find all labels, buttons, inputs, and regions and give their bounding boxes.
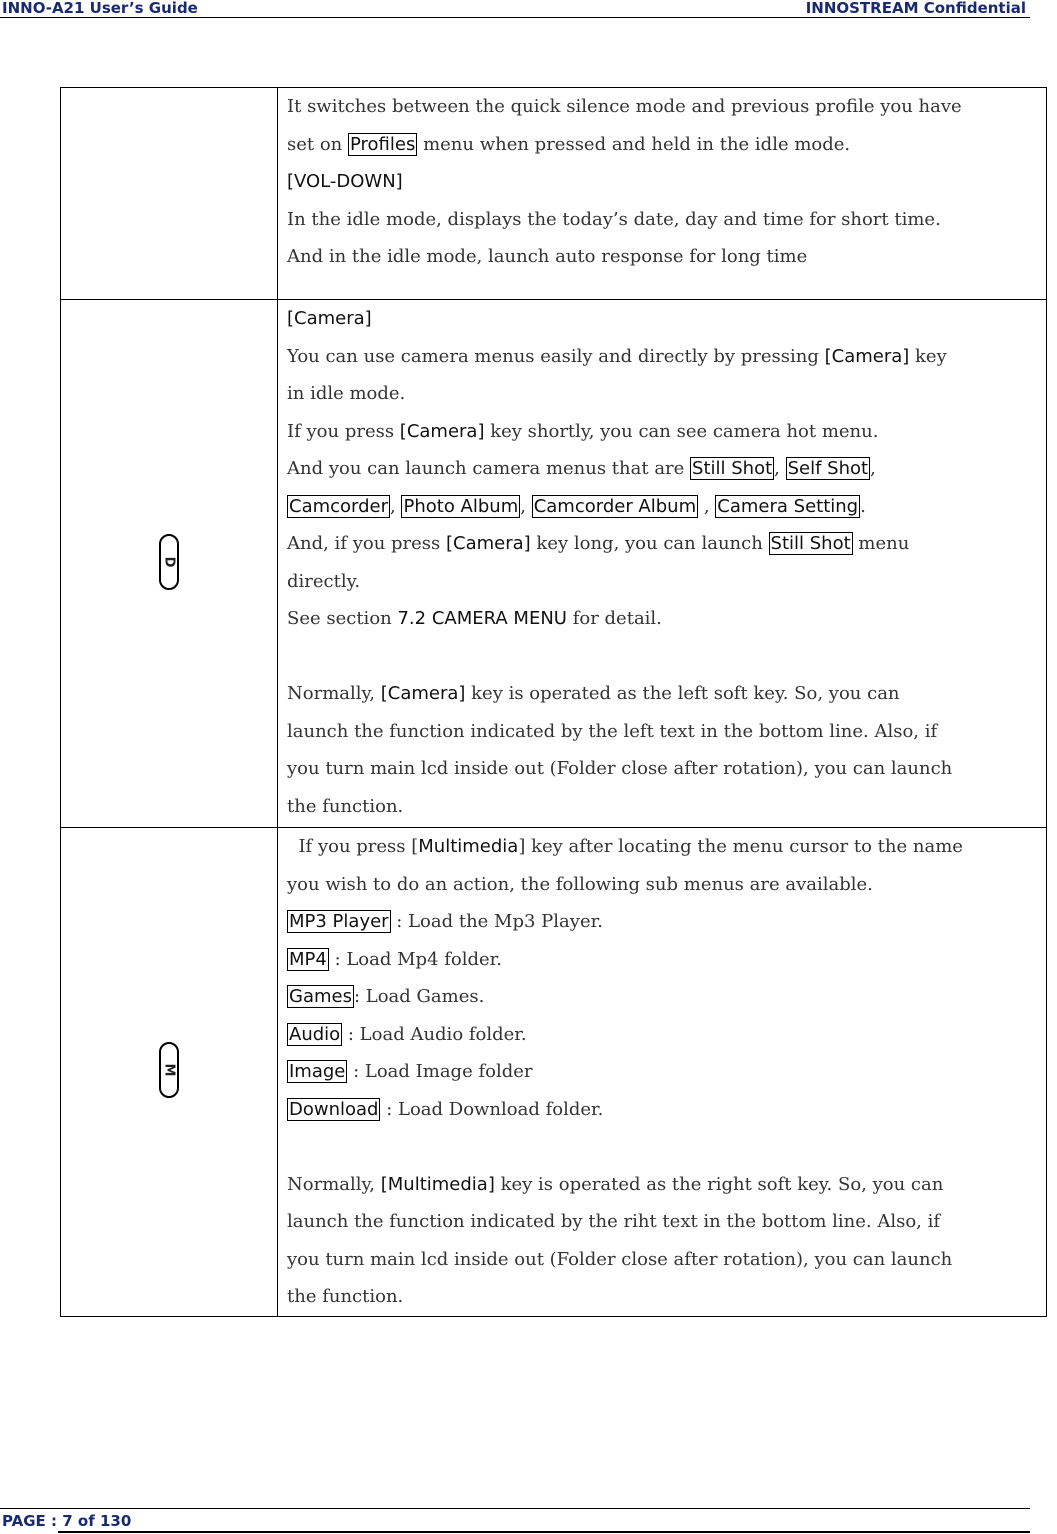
- description-line: [287, 450, 1042, 488]
- text-run: : Load the Mp3 Player.: [390, 911, 603, 932]
- description-line: [287, 750, 1042, 788]
- description-line: [287, 788, 1042, 826]
- text-run: key shortly, you can see camera hot menu.: [484, 420, 879, 442]
- camera-key-icon: D: [159, 534, 179, 590]
- key-description: [278, 828, 1047, 1317]
- description-line: [287, 1128, 1042, 1166]
- description-line: [287, 413, 1042, 451]
- menu-name: Camera Setting: [717, 495, 859, 517]
- key-icon-cell: [61, 88, 278, 300]
- description-line: [287, 1278, 1042, 1316]
- text-run: ] key after locating the menu cursor to the name: [518, 836, 963, 857]
- doc-title: INNO-A21 User’s Guide: [2, 0, 198, 17]
- text-run: the function.: [287, 1286, 404, 1307]
- description-line: [287, 1241, 1042, 1279]
- table-row: [61, 828, 1047, 1317]
- text-run: : Load Mp4 folder.: [328, 948, 503, 970]
- menu-name: Photo Album: [403, 495, 519, 517]
- description-line: [287, 238, 1042, 276]
- key-name: 7.2 CAMERA MENU: [397, 608, 567, 629]
- page-header: [0, 0, 1030, 18]
- text-run: menu when pressed and held in the idle mode.: [417, 133, 851, 155]
- menu-name: Camcorder Album: [533, 495, 697, 517]
- description-line: [287, 375, 1042, 413]
- text-run: : Load Games.: [353, 986, 485, 1007]
- description-line: [287, 638, 1042, 676]
- multimedia-key-icon: M: [159, 1042, 179, 1098]
- text-run: : Load Audio folder.: [342, 1023, 527, 1045]
- description-line: [287, 866, 1042, 904]
- text-run: key is operated as the left soft key. So, you can: [465, 683, 900, 704]
- key-description-table: [60, 87, 1047, 1317]
- key-name: [Multimedia]: [380, 1173, 495, 1195]
- description-line: [287, 338, 1042, 376]
- text-run: See section: [287, 608, 398, 629]
- text-run: set on: [287, 133, 348, 155]
- text-run: you wish to do an action, the following sub menus are available.: [287, 873, 873, 895]
- menu-name: Profiles: [350, 133, 416, 155]
- description-line: [287, 300, 1042, 338]
- menu-name: Audio: [289, 1023, 341, 1045]
- text-run: key: [909, 345, 947, 367]
- text-run: If you press: [287, 420, 400, 442]
- text-run: And in the idle mode, launch auto response for long time: [287, 246, 808, 267]
- page-footer: [0, 1508, 1030, 1533]
- key-name: [Camera]: [287, 308, 372, 329]
- key-name: [Camera]: [399, 420, 485, 442]
- key-name: [VOL-DOWN]: [287, 171, 403, 192]
- description-line: [287, 1203, 1042, 1241]
- description-line: [287, 941, 1042, 979]
- description-line: [287, 713, 1042, 751]
- text-run: you turn main lcd inside out (Folder close after rotation), you can launch: [287, 1248, 953, 1270]
- key-name: [Camera]: [824, 345, 910, 367]
- menu-name: Still Shot: [692, 458, 773, 479]
- table-row: [61, 88, 1047, 300]
- description-line: [287, 1053, 1042, 1091]
- text-run: in idle mode.: [287, 383, 406, 404]
- description-line: [287, 828, 1042, 866]
- text-run: ,: [870, 458, 876, 479]
- confidential-label: INNOSTREAM Confidential: [805, 0, 1026, 17]
- text-run: menu: [852, 533, 910, 554]
- text-run: In the idle mode, displays the today’s date, day and time for short time.: [287, 208, 941, 230]
- text-run: ,: [698, 495, 716, 517]
- text-run: ,: [520, 495, 532, 517]
- menu-name: MP3 Player: [289, 911, 389, 932]
- text-run: the function.: [287, 795, 404, 817]
- menu-name: Self Shot: [787, 458, 869, 479]
- text-run: : Load Download folder.: [380, 1098, 604, 1120]
- text-run: ,: [390, 495, 402, 517]
- text-run: If you press [: [287, 836, 419, 857]
- key-icon-cell: [61, 300, 278, 828]
- page-number: PAGE : 7 of 130: [2, 1512, 132, 1530]
- description-line: [287, 126, 1042, 164]
- text-run: key long, you can launch: [530, 533, 769, 554]
- description-line: [287, 903, 1042, 941]
- text-run: launch the function indicated by the left text in the bottom line. Also, if: [287, 720, 938, 742]
- text-run: It switches between the quick silence mode and previous profile you have: [287, 96, 962, 117]
- description-line: [287, 563, 1042, 601]
- key-description: [278, 88, 1047, 300]
- key-name: [Camera]: [380, 683, 466, 704]
- description-line: [287, 978, 1042, 1016]
- menu-name: Camcorder: [289, 495, 389, 517]
- description-line: [287, 600, 1042, 638]
- text-run: key is operated as the right soft key. So, you can: [494, 1173, 944, 1195]
- text-run: you turn main lcd inside out (Folder close after rotation), you can launch: [287, 758, 953, 779]
- key-icon-cell: [61, 828, 278, 1317]
- text-run: Normally,: [287, 1173, 381, 1195]
- menu-name: Image: [289, 1061, 346, 1082]
- menu-name: Download: [289, 1098, 379, 1120]
- description-line: [287, 675, 1042, 713]
- description-line: [287, 163, 1042, 201]
- footer-rule: [58, 1531, 1030, 1533]
- key-name: [Camera]: [446, 533, 531, 554]
- table-row: [61, 300, 1047, 828]
- text-run: You can use camera menus easily and directly by pressing: [287, 345, 825, 367]
- key-name: Multimedia: [418, 836, 519, 857]
- key-description: [278, 300, 1047, 828]
- menu-name: Games: [289, 986, 352, 1007]
- description-line: [287, 1166, 1042, 1204]
- description-line: [287, 525, 1042, 563]
- text-run: And, if you press: [287, 533, 446, 554]
- menu-name: MP4: [289, 948, 327, 970]
- description-line: [287, 88, 1042, 126]
- text-run: And you can launch camera menus that are: [287, 458, 691, 479]
- text-run: launch the function indicated by the riht text in the bottom line. Also, if: [287, 1211, 941, 1232]
- text-run: Normally,: [287, 683, 381, 704]
- text-run: : Load Image folder: [347, 1061, 533, 1082]
- menu-name: Still Shot: [770, 533, 851, 554]
- description-line: [287, 488, 1042, 526]
- description-line: [287, 1091, 1042, 1129]
- description-line: [287, 201, 1042, 239]
- text-run: directly.: [287, 570, 361, 592]
- text-run: for detail.: [566, 608, 662, 629]
- text-run: .: [860, 495, 866, 517]
- description-line: [287, 1016, 1042, 1054]
- text-run: ,: [774, 458, 786, 479]
